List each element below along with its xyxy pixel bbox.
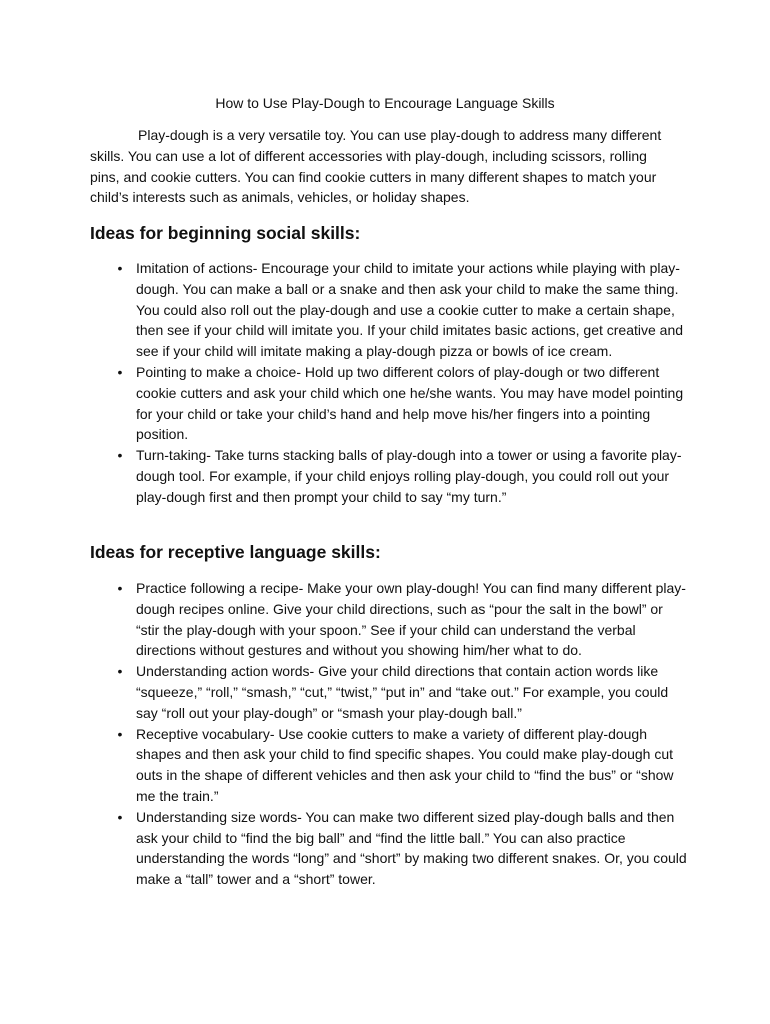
bullet-icon: •: [117, 447, 123, 464]
list-item: [90, 661, 690, 723]
bullet-icon: •: [117, 663, 123, 680]
bullet-icon: •: [117, 725, 123, 742]
bullet-icon: •: [117, 808, 123, 825]
intro-paragraph: Play-dough is a very versatile toy. You can use play-dough to address many different skills. You can use a lot of different accessories with play-dough, including scissors, rolling pins, and cookie cutters. You can find cookie cutters in many different shapes to match your child’s interests such as animals, vehicles, or holiday shapes.: [90, 127, 662, 206]
list-item: [90, 578, 690, 661]
list-item: [90, 807, 690, 890]
list-item-text: Pointing to make a choice- Hold up two different colors of play-dough or two different cookie cutters and ask your child which one he/she wants. You may have model pointing for your child or take your child’s hand and help move his/her fingers into a pointing position.: [136, 363, 684, 443]
list-item-text: Practice following a recipe- Make your own play-dough! You can find many different play-dough recipes online. Give your child directions, such as “pour the salt in the bowl” or “stir the play-dough with your spoon.” See if your child can understand the verbal directions without gestures and without you showing him/her what to do.: [136, 580, 686, 659]
list-item-text: Understanding size words- You can make two different sized play-dough balls and then ask your child to “find the big ball” and “find the little ball.” You can also practice understanding the words “long” and “short” by making two different snakes. Or, you could make a “tall” tower and a “short” tower.: [136, 808, 687, 888]
list-item: [90, 445, 690, 507]
section-heading-social-skills: Ideas for beginning social skills:: [90, 223, 361, 243]
list-item-text: Understanding action words- Give your child directions that contain action words like “squeeze,” “roll,” “smash,” “cut,” “twist,” “put in” and “take out.” For example, you could say “roll out your play-dough” or “smash your play-dough ball.”: [136, 663, 669, 721]
list-item: [90, 724, 690, 807]
bullet-icon: •: [117, 260, 123, 276]
bullet-icon: •: [117, 580, 123, 596]
section-heading-receptive-language: Ideas for receptive language skills:: [90, 542, 381, 562]
list-item: [90, 362, 690, 445]
document-title: How to Use Play-Dough to Encourage Language Skills: [215, 95, 555, 111]
list-item-text: Imitation of actions- Encourage your child to imitate your actions while playing with play-dough. You can make a ball or a snake and then ask your child to make the same thing. You could also roll out the play-dough and use a cookie cutter to make a certain shape, then see if your child will imitate you. If your child imitates basic actions, get creative and see if your child will imitate making a play-dough pizza or bowls of ice cream.: [136, 260, 684, 360]
list-item-text: Turn-taking- Take turns stacking balls of play-dough into a tower or using a favorite play-dough tool. For example, if your child enjoys rolling play-dough, you could roll out your play-dough first and then prompt your child to say “my turn.”: [136, 447, 682, 505]
bullet-icon: •: [117, 363, 123, 380]
social-skills-list: [90, 258, 690, 508]
receptive-language-list: [90, 578, 690, 890]
list-item: [90, 258, 690, 362]
list-item-text: Receptive vocabulary- Use cookie cutters to make a variety of different play-dough shapes and then ask your child to find specific shapes. You could make play-dough cut outs in the shape of different vehicles and then ask your child to “find the bus” or “show me the train.”: [136, 725, 674, 804]
